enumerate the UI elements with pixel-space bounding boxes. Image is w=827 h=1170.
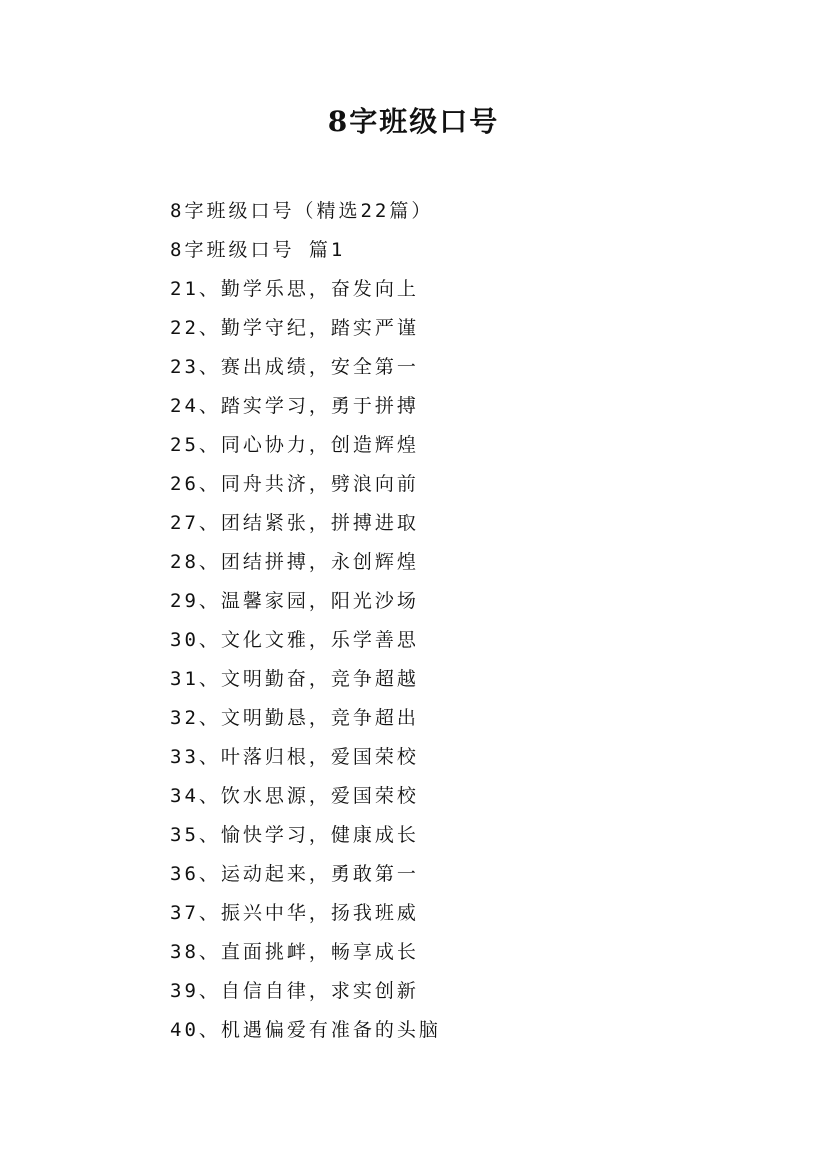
slogan-item: 32、文明勤恳，竞争超出 xyxy=(170,707,419,729)
slogan-item: 24、踏实学习，勇于拼搏 xyxy=(170,395,419,417)
slogan-item: 22、勤学守纪，踏实严谨 xyxy=(170,317,419,339)
slogan-item: 23、赛出成绩，安全第一 xyxy=(170,356,419,378)
slogan-item: 26、同舟共济，劈浪向前 xyxy=(170,473,419,495)
slogan-item: 40、机遇偏爱有准备的头脑 xyxy=(170,1019,441,1041)
slogan-item: 37、振兴中华，扬我班威 xyxy=(170,902,419,924)
slogan-item: 31、文明勤奋，竞争超越 xyxy=(170,668,419,690)
document-subtitle: 8字班级口号（精选22篇） xyxy=(170,200,434,222)
slogan-item: 27、团结紧张，拼搏进取 xyxy=(170,512,419,534)
section-heading: 8字班级口号 篇1 xyxy=(170,239,346,261)
slogan-item: 36、运动起来，勇敢第一 xyxy=(170,863,419,885)
document-title: 8字班级口号 xyxy=(327,105,500,138)
slogan-item: 25、同心协力，创造辉煌 xyxy=(170,434,419,456)
slogan-item: 28、团结拼搏，永创辉煌 xyxy=(170,551,419,573)
slogan-item: 34、饮水思源，爱国荣校 xyxy=(170,785,419,807)
slogan-item: 30、文化文雅，乐学善思 xyxy=(170,629,419,651)
slogan-item: 38、直面挑衅，畅享成长 xyxy=(170,941,419,963)
document-body xyxy=(170,192,770,1050)
slogan-item: 21、勤学乐思，奋发向上 xyxy=(170,278,419,300)
slogan-item: 39、自信自律，求实创新 xyxy=(170,980,419,1002)
slogan-item: 29、温馨家园，阳光沙场 xyxy=(170,590,419,612)
slogan-item: 35、愉快学习，健康成长 xyxy=(170,824,419,846)
slogan-item: 33、叶落归根，爱国荣校 xyxy=(170,746,419,768)
